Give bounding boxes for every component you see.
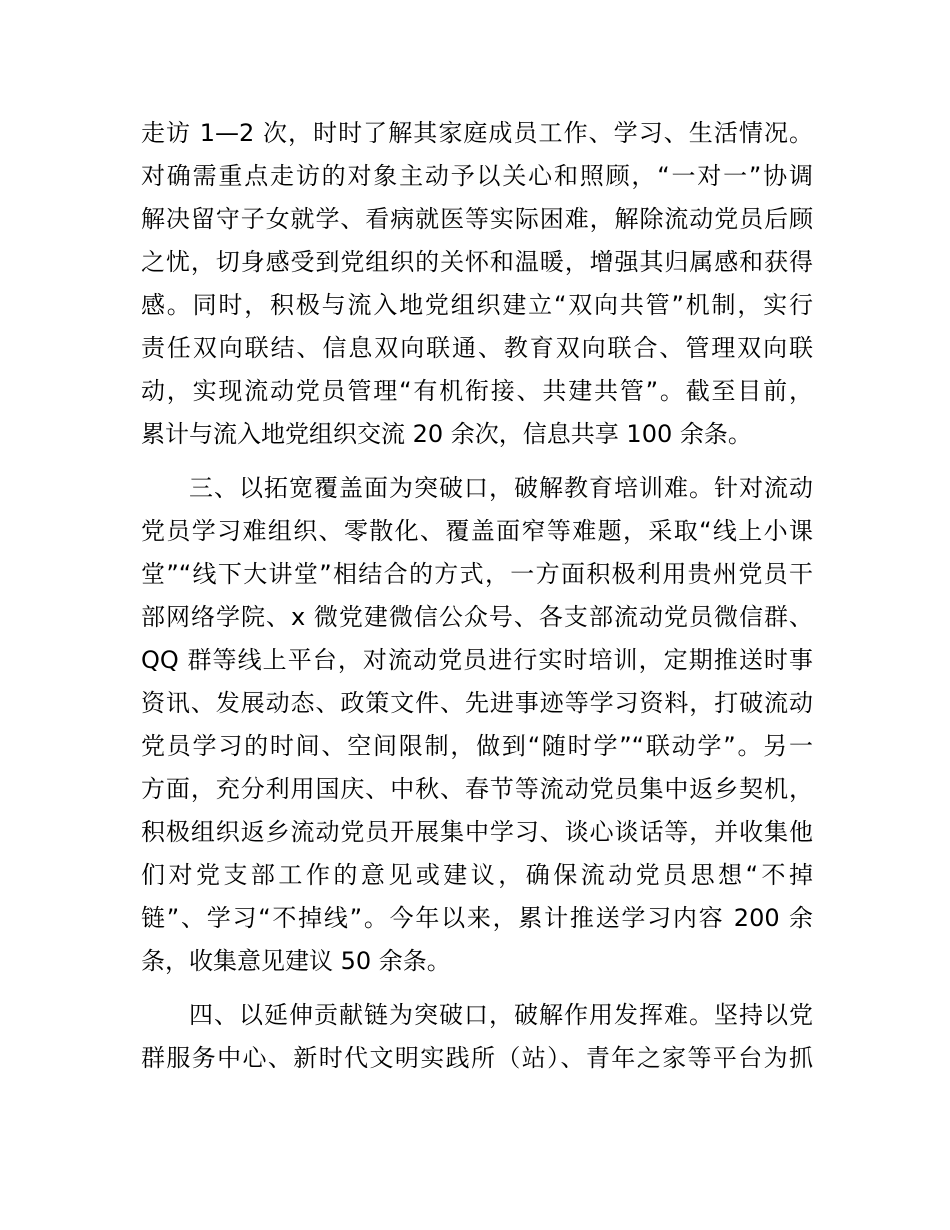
text-line: 党员学习的时间、空间限制，做到“随时学”“联动学”。另一 <box>141 732 813 760</box>
paragraph-1 <box>141 112 813 456</box>
text-line: 动，实现流动党员管理“有机衔接、共建共管”。截至目前， <box>141 377 813 405</box>
text-line: 累计与流入地党组织交流 20 余次，信息共享 100 余条。 <box>141 420 752 448</box>
text-line: 感。同时，积极与流入地党组织建立“双向共管”机制，实行 <box>141 291 813 319</box>
text-line: 四、以延伸贡献链为突破口，破解作用发挥难。坚持以党 <box>189 1001 813 1029</box>
text-line: 堂”“线下大讲堂”相结合的方式，一方面积极利用贵州党员干 <box>141 560 813 588</box>
text-line: 走访 1—2 次，时时了解其家庭成员工作、学习、生活情况。 <box>141 119 813 147</box>
text-line: 资讯、发展动态、政策文件、先进事迹等学习资料，打破流动 <box>141 689 813 717</box>
text-line: 责任双向联结、信息双向联通、教育双向联合、管理双向联 <box>141 334 813 362</box>
text-line: 方面，充分利用国庆、中秋、春节等流动党员集中返乡契机， <box>141 775 813 803</box>
paragraph-spacer <box>141 456 813 467</box>
paragraph-spacer <box>141 983 813 994</box>
text-line: 解决留守子女就学、看病就医等实际困难，解除流动党员后顾 <box>141 205 813 233</box>
document-body <box>141 112 813 1080</box>
text-line: 之忧，切身感受到党组织的关怀和温暖，增强其归属感和获得 <box>141 248 813 276</box>
text-line: 条，收集意见建议 50 余条。 <box>141 947 451 975</box>
text-line: 三、以拓宽覆盖面为突破口，破解教育培训难。针对流动 <box>189 474 813 502</box>
paragraph-3 <box>141 994 813 1080</box>
paragraph-2 <box>141 467 813 983</box>
text-line: 对确需重点走访的对象主动予以关心和照顾，“一对一”协调 <box>141 162 813 190</box>
text-line: 部网络学院、x 微党建微信公众号、各支部流动党员微信群、 <box>141 603 813 631</box>
text-line: 群服务中心、新时代文明实践所（站）、青年之家等平台为抓 <box>141 1044 813 1072</box>
text-line: 积极组织返乡流动党员开展集中学习、谈心谈话等，并收集他 <box>141 818 813 846</box>
text-line: 党员学习难组织、零散化、覆盖面窄等难题，采取“线上小课 <box>141 517 813 545</box>
text-line: 们对党支部工作的意见或建议，确保流动党员思想“不掉 <box>141 861 813 889</box>
text-line: QQ 群等线上平台，对流动党员进行实时培训，定期推送时事 <box>141 646 813 674</box>
text-line: 链”、学习“不掉线”。今年以来，累计推送学习内容 200 余 <box>141 904 813 932</box>
